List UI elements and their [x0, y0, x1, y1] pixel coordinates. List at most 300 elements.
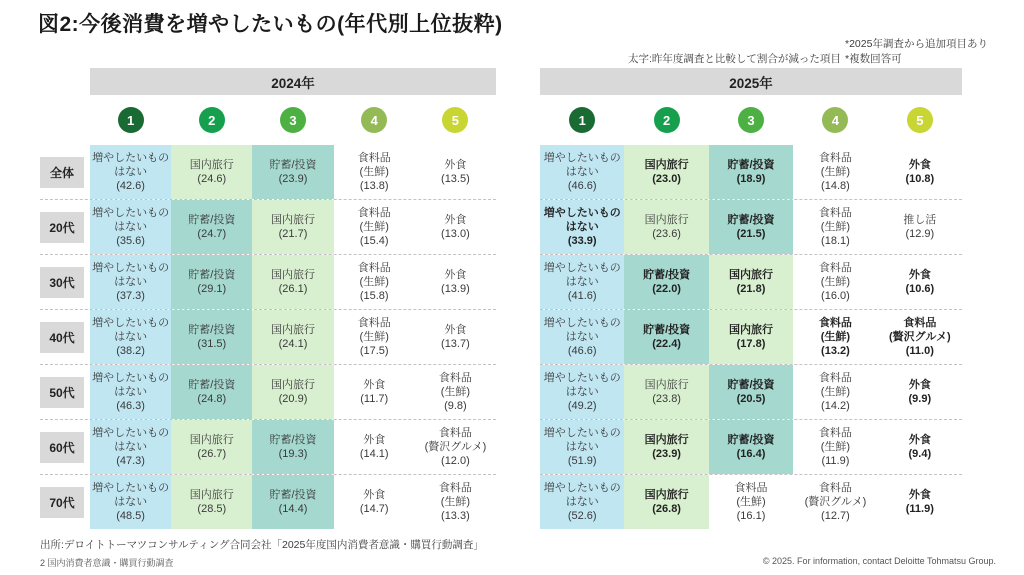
item-value: (14.2) — [821, 400, 850, 413]
rank-cell — [252, 475, 333, 529]
rank-circle-col — [540, 107, 624, 133]
rank-cell — [90, 365, 171, 419]
row-header — [40, 365, 90, 419]
rank-cell — [709, 365, 793, 419]
rank-cell — [878, 310, 962, 364]
table-row — [540, 419, 962, 474]
rank-5-badge: 5 — [907, 107, 933, 133]
item-label: 食料品 — [357, 151, 391, 164]
rank-circle-col — [415, 107, 496, 133]
item-value: (23.6) — [652, 228, 681, 240]
item-value: (13.8) — [359, 180, 389, 193]
item-label: 貯蓄/投資 — [727, 378, 775, 391]
item-label: 外食 — [444, 158, 467, 171]
rank-cell — [171, 200, 252, 254]
rank-cell — [90, 145, 171, 199]
rank-cell — [540, 200, 624, 254]
rank-cell — [252, 255, 333, 309]
rank-cell — [415, 145, 496, 199]
item-value: (23.8) — [652, 393, 681, 405]
rank-cell — [415, 255, 496, 309]
rank-cell — [252, 310, 333, 364]
item-value: (18.1) — [821, 235, 850, 248]
row-header — [40, 255, 90, 309]
item-value: (11.9) — [905, 503, 934, 515]
item-value: (14.1) — [359, 448, 389, 460]
item-value: (15.8) — [359, 290, 389, 303]
item-value: (51.9) — [567, 455, 597, 468]
item-label: はない — [114, 275, 148, 288]
item-label: 国内旅行 — [189, 488, 234, 501]
row-header-label: 70代 — [40, 487, 84, 518]
rank-cell — [334, 475, 415, 529]
item-label: (生鮮) — [359, 330, 389, 343]
item-value: (13.0) — [441, 228, 470, 240]
item-label: 食料品 — [818, 481, 852, 494]
item-value: (14.8) — [821, 180, 850, 193]
item-label: (生鮮) — [820, 165, 851, 178]
item-value: (21.7) — [278, 228, 308, 240]
page-number: 2 国内消費者意識・購買行動調査 — [40, 558, 174, 568]
rank-cell — [415, 200, 496, 254]
rank-1-badge: 1 — [118, 107, 144, 133]
item-label: 増やしたいもの — [92, 151, 170, 164]
item-value: (20.5) — [736, 393, 766, 405]
rank-circle-col — [171, 107, 252, 133]
item-label: はない — [565, 495, 599, 508]
table-row — [540, 145, 962, 199]
rank-cell — [540, 365, 624, 419]
item-label: (贅沢グルメ) — [424, 440, 487, 453]
rank-circles — [540, 95, 962, 145]
rank-cell — [709, 200, 793, 254]
item-label: 外食 — [908, 158, 931, 171]
rank-cell — [793, 145, 877, 199]
item-value: (24.1) — [278, 338, 308, 350]
item-label: 国内旅行 — [189, 433, 234, 446]
item-label: 食料品 — [438, 371, 472, 384]
item-value: (13.7) — [441, 338, 470, 350]
item-label: はない — [565, 385, 599, 398]
item-label: (生鮮) — [820, 220, 851, 233]
rank-circle-col — [90, 107, 171, 133]
rank-cell — [415, 475, 496, 529]
table-rows — [40, 145, 496, 529]
item-label: 外食 — [908, 488, 931, 501]
item-label: 食料品 — [818, 316, 852, 329]
table-row — [540, 364, 962, 419]
rank-cell — [334, 255, 415, 309]
item-label: (生鮮) — [359, 165, 389, 178]
rank-cell — [252, 145, 333, 199]
item-value: (17.8) — [736, 338, 766, 350]
row-header — [40, 310, 90, 364]
item-label: (贅沢グルメ) — [888, 330, 951, 343]
item-value: (47.3) — [116, 455, 145, 468]
rank-cell — [252, 420, 333, 474]
item-value: (24.6) — [197, 173, 227, 185]
rank-cell — [709, 420, 793, 474]
item-value: (49.2) — [567, 400, 597, 413]
rank-cell — [793, 475, 877, 529]
item-label: はない — [565, 330, 599, 343]
item-value: (26.8) — [652, 503, 681, 515]
rank-cell — [878, 200, 962, 254]
item-value: (23.9) — [278, 173, 308, 185]
item-label: 国内旅行 — [644, 213, 689, 226]
item-value: (19.3) — [278, 448, 308, 460]
item-value: (16.1) — [736, 510, 766, 523]
item-label: 国内旅行 — [189, 158, 234, 171]
rank-cell — [252, 365, 333, 419]
year-header: 2025年 — [540, 68, 962, 95]
item-value: (16.0) — [821, 290, 850, 303]
item-label: はない — [114, 220, 148, 233]
item-label: 国内旅行 — [644, 378, 689, 391]
rank-cell — [334, 420, 415, 474]
table-row — [40, 474, 496, 529]
rank-cell — [540, 475, 624, 529]
item-label: 増やしたいもの — [543, 426, 621, 439]
item-label: 国内旅行 — [271, 268, 315, 281]
item-value: (35.6) — [116, 235, 145, 248]
item-value: (21.5) — [736, 228, 766, 240]
rank-3-badge: 3 — [280, 107, 306, 133]
rank-cell — [878, 475, 962, 529]
item-value: (28.5) — [197, 503, 227, 515]
item-label: はない — [114, 330, 148, 343]
rank-cell — [334, 145, 415, 199]
item-value: (46.3) — [116, 400, 145, 413]
item-label: 貯蓄/投資 — [188, 378, 236, 391]
item-label: 貯蓄/投資 — [727, 213, 775, 226]
rank-circles — [90, 95, 496, 145]
bold-note: 太字:昨年度調査と比較して割合が減った項目 — [628, 53, 841, 65]
item-label: 食料品 — [734, 481, 768, 494]
item-label: 貯蓄/投資 — [727, 433, 775, 446]
item-label: 貯蓄/投資 — [269, 488, 317, 501]
rank-cell — [709, 145, 793, 199]
rank-cell — [252, 200, 333, 254]
item-label: 国内旅行 — [271, 323, 315, 336]
item-label: 外食 — [908, 378, 931, 391]
rank-circle-col — [709, 107, 793, 133]
table-row — [40, 309, 496, 364]
row-header — [40, 420, 90, 474]
table-2025 — [540, 68, 962, 529]
item-label: 増やしたいもの — [92, 371, 170, 384]
rank-cell — [624, 255, 708, 309]
item-value: (13.5) — [441, 173, 470, 185]
item-value: (16.4) — [736, 448, 766, 460]
rank-cell — [540, 145, 624, 199]
item-label: (生鮮) — [736, 495, 766, 508]
rank-cell — [624, 475, 708, 529]
row-header — [40, 475, 90, 529]
item-label: 増やしたいもの — [92, 261, 170, 274]
item-value: (20.9) — [278, 393, 308, 405]
item-value: (52.6) — [567, 510, 597, 523]
item-label: 貯蓄/投資 — [188, 213, 236, 226]
item-value: (11.9) — [821, 455, 850, 468]
table-row — [540, 474, 962, 529]
item-label: 食料品 — [818, 426, 852, 439]
item-label: 食料品 — [357, 261, 391, 274]
rank-cell — [334, 310, 415, 364]
item-value: (13.3) — [441, 510, 470, 523]
table-row — [40, 419, 496, 474]
item-label: 貯蓄/投資 — [727, 158, 775, 171]
row-header-label: 30代 — [40, 267, 84, 298]
item-label: 外食 — [444, 268, 467, 281]
table-row — [40, 145, 496, 199]
item-label: 貯蓄/投資 — [269, 158, 317, 171]
item-label: 増やしたいもの — [543, 261, 621, 274]
item-label: 外食 — [444, 213, 467, 226]
table-row — [540, 254, 962, 309]
item-label: 食料品 — [818, 151, 852, 164]
item-value: (9.8) — [444, 400, 467, 413]
rank-cell — [415, 310, 496, 364]
item-value: (11.7) — [360, 393, 389, 405]
table-row — [40, 364, 496, 419]
rank-cell — [171, 365, 252, 419]
rank-2-badge: 2 — [199, 107, 225, 133]
rank-cell — [878, 365, 962, 419]
item-value: (12.0) — [441, 455, 470, 468]
item-label: はない — [565, 275, 599, 288]
item-value: (15.4) — [359, 235, 389, 248]
item-value: (26.7) — [197, 448, 227, 460]
rank-cell — [709, 475, 793, 529]
item-value: (10.8) — [905, 173, 935, 185]
rank-cell — [540, 255, 624, 309]
item-label: 貯蓄/投資 — [643, 268, 691, 281]
item-label: (生鮮) — [820, 385, 851, 398]
rank-cell — [793, 255, 877, 309]
item-value: (23.9) — [652, 448, 681, 460]
item-label: はない — [565, 165, 599, 178]
item-value: (13.9) — [441, 283, 470, 295]
item-value: (12.7) — [821, 510, 850, 523]
rank-cell — [624, 145, 708, 199]
item-label: 食料品 — [818, 371, 852, 384]
item-value: (48.5) — [116, 510, 145, 523]
rank-cell — [415, 365, 496, 419]
rank-circle-col — [334, 107, 415, 133]
table-2024 — [40, 68, 496, 529]
item-value: (31.5) — [197, 338, 227, 350]
item-label: (生鮮) — [440, 385, 471, 398]
item-label: 外食 — [908, 433, 931, 446]
item-label: 増やしたいもの — [543, 371, 621, 384]
item-value: (41.6) — [567, 290, 597, 303]
rank-cell — [90, 310, 171, 364]
item-label: (生鮮) — [440, 495, 471, 508]
rank-cell — [878, 420, 962, 474]
item-label: 外食 — [363, 433, 386, 446]
item-value: (18.9) — [736, 173, 766, 185]
item-value: (14.7) — [359, 503, 389, 515]
rank-cell — [90, 420, 171, 474]
rank-cell — [171, 475, 252, 529]
rank-cell — [171, 255, 252, 309]
item-value: (22.0) — [652, 283, 681, 295]
rank-circle-col — [252, 107, 333, 133]
item-label: 増やしたいもの — [543, 206, 621, 219]
rank-4-badge: 4 — [822, 107, 848, 133]
item-label: (生鮮) — [359, 220, 389, 233]
rank-cell — [540, 420, 624, 474]
item-label: 増やしたいもの — [92, 426, 170, 439]
item-label: はない — [114, 440, 148, 453]
item-value: (21.8) — [736, 283, 766, 295]
table-rows — [540, 145, 962, 529]
item-label: 増やしたいもの — [92, 206, 170, 219]
rank-cell — [878, 145, 962, 199]
rank-4-badge: 4 — [361, 107, 387, 133]
item-label: はない — [114, 165, 148, 178]
item-label: 食料品 — [357, 316, 391, 329]
item-label: 貯蓄/投資 — [188, 323, 236, 336]
item-label: はない — [114, 385, 148, 398]
item-label: 貯蓄/投資 — [188, 268, 236, 281]
item-value: (29.1) — [197, 283, 227, 295]
rank-cell — [709, 310, 793, 364]
item-label: (生鮮) — [820, 275, 851, 288]
rank-cell — [415, 420, 496, 474]
item-value: (13.2) — [821, 345, 850, 358]
item-label: 増やしたいもの — [543, 316, 621, 329]
rank-cell — [878, 255, 962, 309]
item-label: 国内旅行 — [729, 323, 774, 336]
rank-cell — [793, 365, 877, 419]
item-label: はない — [565, 220, 599, 233]
rank-cell — [90, 255, 171, 309]
item-value: (24.7) — [197, 228, 227, 240]
rank-cell — [624, 420, 708, 474]
item-label: 貯蓄/投資 — [269, 433, 317, 446]
item-label: 国内旅行 — [644, 158, 689, 171]
item-label: (生鮮) — [359, 275, 389, 288]
item-label: 増やしたいもの — [543, 151, 621, 164]
item-value: (17.5) — [359, 345, 389, 358]
row-header — [40, 145, 90, 199]
table-row — [540, 199, 962, 254]
rank-1-badge: 1 — [569, 107, 595, 133]
rank-circle-col — [793, 107, 877, 133]
rank-cell — [171, 145, 252, 199]
table-row — [540, 309, 962, 364]
item-value: (11.0) — [905, 345, 934, 358]
item-label: 外食 — [908, 268, 931, 281]
rank-cell — [793, 420, 877, 474]
item-value: (9.9) — [908, 393, 932, 405]
item-label: 食料品 — [903, 316, 937, 329]
row-header-label: 40代 — [40, 322, 84, 353]
rank-cell — [624, 365, 708, 419]
item-label: はない — [565, 440, 599, 453]
row-header — [40, 200, 90, 254]
rank-cell — [624, 200, 708, 254]
item-label: (生鮮) — [820, 330, 851, 343]
table-row — [40, 199, 496, 254]
row-header-label: 20代 — [40, 212, 84, 243]
item-label: 増やしたいもの — [543, 481, 621, 494]
item-value: (38.2) — [116, 345, 145, 358]
rank-2-badge: 2 — [654, 107, 680, 133]
item-value: (46.6) — [567, 180, 597, 193]
rank-cell — [793, 310, 877, 364]
item-label: (生鮮) — [820, 440, 851, 453]
item-label: 国内旅行 — [271, 213, 315, 226]
rank-cell — [334, 365, 415, 419]
rank-cell — [540, 310, 624, 364]
item-label: 外食 — [444, 323, 467, 336]
item-value: (42.6) — [116, 180, 145, 193]
item-value: (24.8) — [197, 393, 227, 405]
copyright: © 2025. For information, contact Deloitte Tohmatsu Group. — [762, 556, 996, 566]
item-label: 国内旅行 — [644, 488, 689, 501]
item-value: (9.4) — [908, 448, 932, 460]
rank-5-badge: 5 — [442, 107, 468, 133]
rank-cell — [624, 310, 708, 364]
rank-circle-col — [624, 107, 708, 133]
item-value: (23.0) — [652, 173, 681, 185]
item-value: (37.3) — [116, 290, 145, 303]
rank-cell — [709, 255, 793, 309]
item-value: (14.4) — [278, 503, 308, 515]
item-value: (22.4) — [652, 338, 681, 350]
rank-3-badge: 3 — [738, 107, 764, 133]
item-label: 食料品 — [357, 206, 391, 219]
row-header-label: 50代 — [40, 377, 84, 408]
item-label: 国内旅行 — [271, 378, 315, 391]
rank-cell — [334, 200, 415, 254]
item-label: 国内旅行 — [729, 268, 774, 281]
rank-cell — [171, 310, 252, 364]
item-value: (46.6) — [567, 345, 597, 358]
table-row — [40, 254, 496, 309]
item-value: (26.1) — [278, 283, 308, 295]
item-value: (10.6) — [905, 283, 935, 295]
item-label: 増やしたいもの — [92, 481, 170, 494]
item-value: (33.9) — [567, 235, 597, 248]
rank-cell — [90, 200, 171, 254]
note-added-items: *2025年調査から追加項目あり — [845, 38, 988, 50]
item-label: 食料品 — [818, 206, 852, 219]
row-header-label: 60代 — [40, 432, 84, 463]
item-label: 食料品 — [438, 426, 472, 439]
item-label: 増やしたいもの — [92, 316, 170, 329]
rank-cell — [793, 200, 877, 254]
year-header: 2024年 — [90, 68, 496, 95]
item-value: (12.9) — [905, 228, 935, 240]
item-label: (贅沢グルメ) — [804, 495, 867, 508]
item-label: はない — [114, 495, 148, 508]
item-label: 国内旅行 — [644, 433, 689, 446]
source-text: 出所:デロイトトーマツコンサルティング合同会社「2025年度国内消費者意識・購買行動調査」 — [40, 539, 484, 551]
item-label: 貯蓄/投資 — [643, 323, 691, 336]
row-header-label: 全体 — [40, 157, 84, 188]
item-label: 食料品 — [438, 481, 472, 494]
page-title: 図2:今後消費を増やしたいもの(年代別上位抜粋) — [38, 13, 503, 36]
rank-cell — [90, 475, 171, 529]
note-multiple-answers: *複数回答可 — [845, 53, 902, 66]
item-label: 推し活 — [903, 213, 937, 226]
asterisk-notes — [845, 37, 988, 67]
rank-circle-col — [878, 107, 962, 133]
